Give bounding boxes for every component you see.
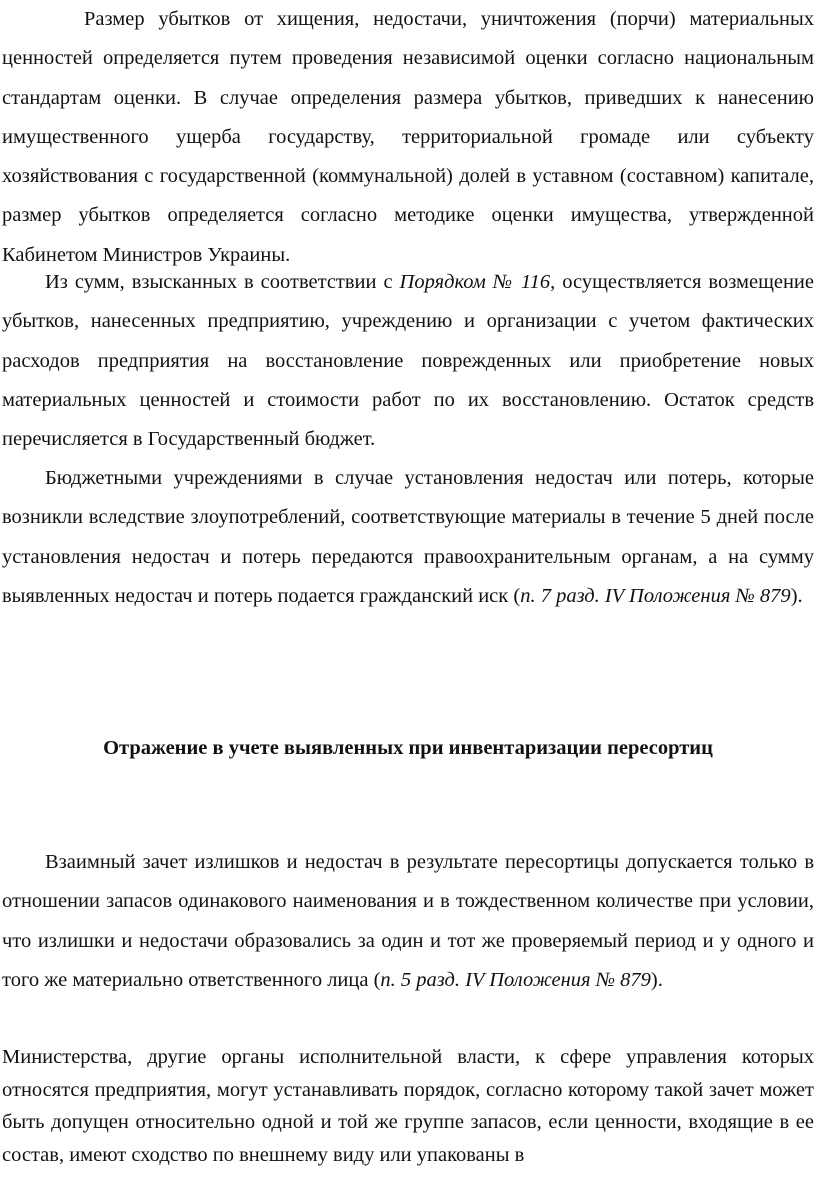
paragraph-text-end: ).	[650, 968, 663, 991]
paragraph-text-start: Взаимный зачет излишков и недостач в результате пересортицы допускается только в отношении запасов одинакового наименования и в тождественном количестве при условии, что излишки и недостачи образовались за один и тот же проверяемый период и у одного и того же материально ответственного лица (	[2, 851, 814, 991]
paragraph-ministries	[2, 1041, 814, 1171]
paragraph-text-start: Бюджетными учреждениями в случае установления недостач или потерь, которые возникли вследствие злоупотреблений, соответствующие материалы в течение 5 дней после установления недостач и потерь передаются правоохранительным органам, а на сумму выявленных недостач и потерь подается гражданский иск (	[2, 467, 814, 607]
citation-polozhenie-879-p7: п. 7 разд. IV Положения № 879	[520, 584, 791, 607]
paragraph-text: Размер убытков от хищения, недостачи, уничтожения (порчи) материальных ценностей определяется путем проведения независимой оценки согласно национальным стандартам оценки. В случае определения размера убытков, приведших к нанесению имущественного ущерба государству, территориальной громаде или субъекту хозяйствования с государственной (коммунальной) долей в уставном (составном) капитале, размер убытков определяется согласно методике оценки имущества, утвержденной Кабинетом Министров Украины.	[2, 8, 814, 266]
paragraph-budget-institutions	[2, 459, 814, 616]
paragraph-text-end: ).	[790, 584, 803, 607]
paragraph-text-end: , осуществляется возмещение убытков, нанесенных предприятию, учреждению и организации с учетом фактических расходов предприятия на восстановление поврежденных или приобретение новых материальных ценностей и стоимости работ по их восстановлению. Остаток средств перечисляется в Государственный бюджет.	[2, 271, 814, 451]
section-heading: Отражение в учете выявленных при инвентаризации пересортиц	[103, 737, 713, 759]
paragraph-losses-assessment	[2, 0, 814, 275]
citation-poryadok-116: Порядком № 116	[399, 271, 551, 293]
paragraph-text-start: Из сумм, взысканных в соответствии с	[45, 271, 400, 293]
paragraph-compensation	[2, 263, 814, 459]
paragraph-mutual-offset	[2, 843, 814, 1000]
paragraph-text: Министерства, другие органы исполнительной власти, к сфере управления которых относятся предприятия, могут устанавливать порядок, согласно которому такой зачет может быть допущен относительно одной и той же группе запасов, если ценности, входящие в ее состав, имеют сходство по внешнему виду или упакованы в	[2, 1046, 814, 1166]
citation-polozhenie-879-p5: п. 5 разд. IV Положения № 879	[380, 968, 651, 991]
